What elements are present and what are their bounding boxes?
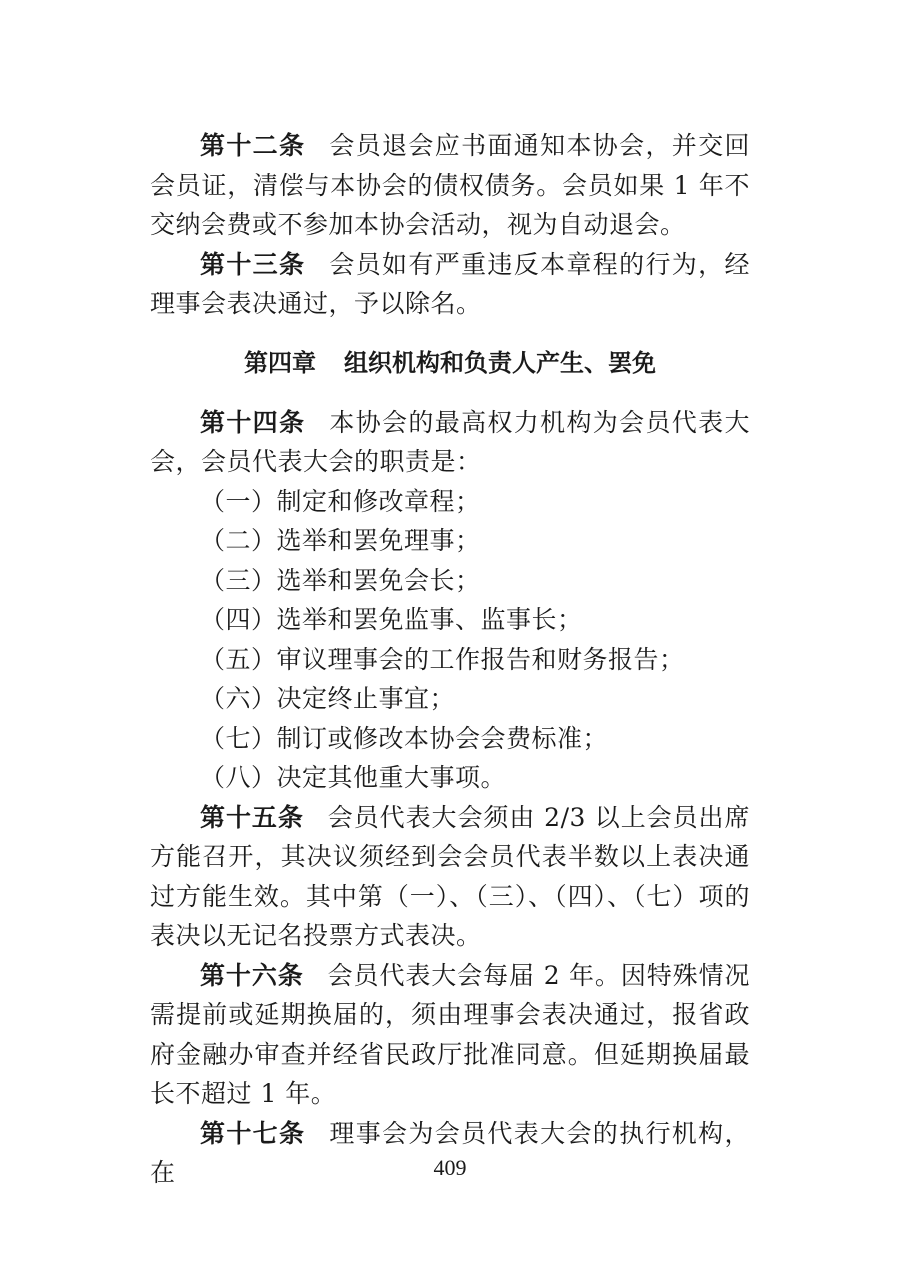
list-item: （三）选举和罢免会长； — [200, 565, 481, 595]
article-label: 第十二条 — [200, 131, 306, 160]
article-label: 第十三条 — [200, 249, 306, 279]
article-label: 第十七条 — [200, 1118, 306, 1148]
page-number: 409 — [433, 1155, 467, 1180]
document-body — [150, 126, 750, 1193]
chapter-number: 第四章 — [244, 348, 316, 377]
article-13 — [150, 245, 750, 324]
article-16 — [150, 956, 750, 1114]
article-text: 理事会为会员代表大会的执行机构，在 — [150, 1118, 750, 1187]
article-label: 第十六条 — [200, 960, 304, 990]
list-item: （二）选举和罢免理事； — [200, 526, 481, 555]
list-item: （一）制定和修改章程； — [200, 486, 481, 516]
chapter-title: 组织机构和负责人产生、罢免 — [344, 348, 656, 377]
chapter-heading — [150, 344, 750, 382]
article-12 — [150, 126, 750, 245]
article-14 — [150, 403, 750, 482]
article-text: 会员代表大会每届 2 年。因特殊情况需提前或延期换届的，须由理事会表决通过，报省政府金融办审查并经省民政厅批准同意。但延期换届最长不超过 1 年。 — [150, 960, 750, 1108]
list-item: （四）选举和罢免监事、监事长； — [200, 605, 583, 634]
list-item: （八）决定其他重大事项。 — [200, 763, 507, 792]
article-text: 本协会的最高权力机构为会员代表大会，会员代表大会的职责是： — [150, 407, 750, 476]
article-text: 会员代表大会须由 2/3 以上会员出席方能召开，其决议须经到会会员代表半数以上表决通过方能生效。其中第（一）、（三）、（四）、（七）项的表决以无记名投票方式表决。 — [150, 802, 750, 950]
article-text: 会员如有严重违反本章程的行为，经理事会表决通过，予以除名。 — [150, 249, 750, 318]
list-item: （七）制订或修改本协会会费标准； — [200, 723, 609, 753]
article-label: 第十五条 — [200, 802, 304, 832]
article-15 — [150, 798, 750, 956]
article-label: 第十四条 — [200, 407, 306, 437]
list-item: （五）审议理事会的工作报告和财务报告； — [200, 644, 685, 674]
article-text: 会员退会应书面通知本协会，并交回会员证，清偿与本协会的债权债务。会员如果 1 年不交纳会费或不参加本协会活动，视为自动退会。 — [150, 131, 750, 239]
list-item: （六）决定终止事宜； — [200, 684, 456, 713]
